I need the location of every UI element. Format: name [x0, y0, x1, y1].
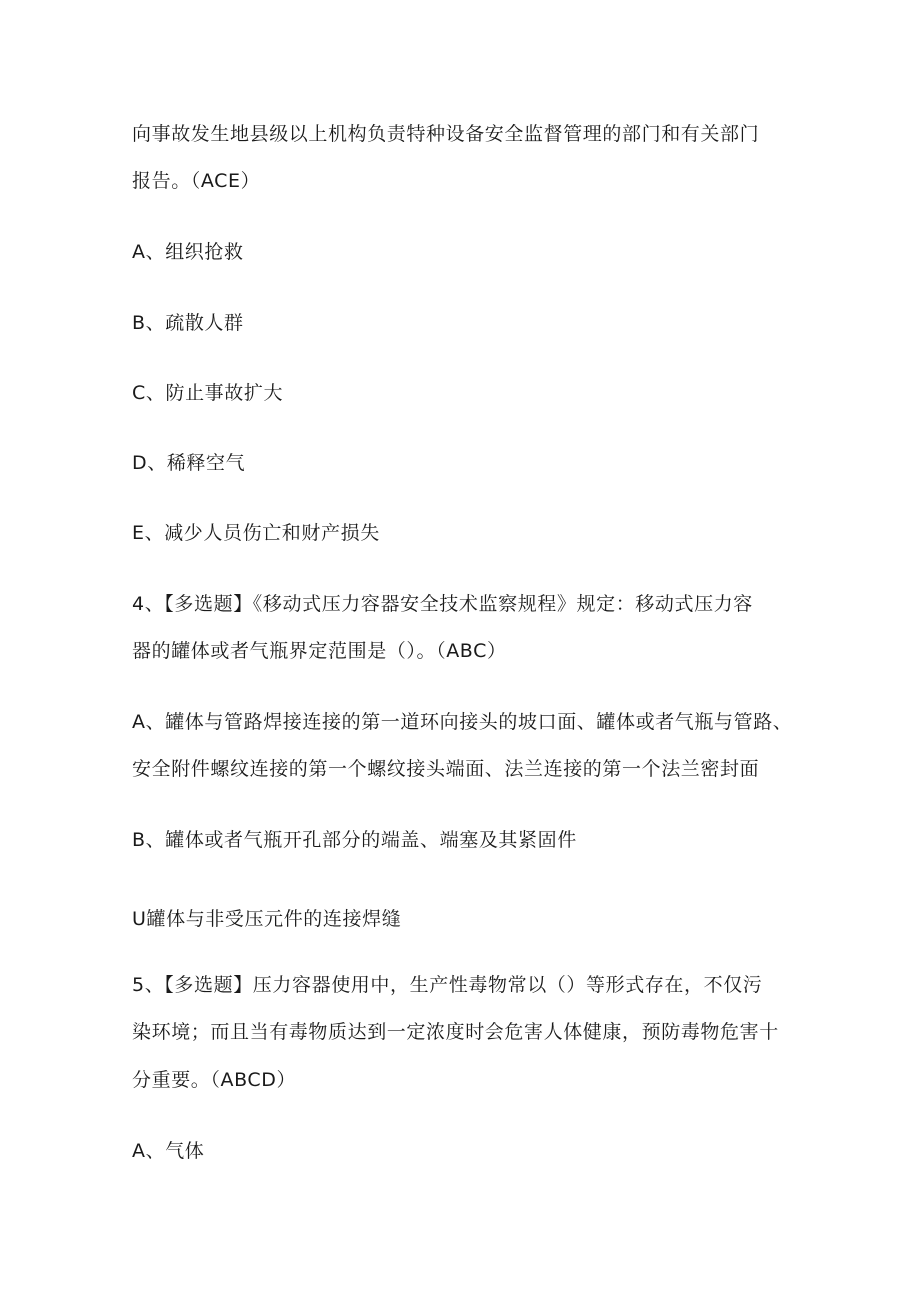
question-3-stem-line-1: 向事故发生地县级以上机构负责特种设备安全监督管理的部门和有关部门 — [132, 123, 760, 145]
question-3-option-a: A、组织抢救 — [132, 241, 244, 263]
question-3-option-d: D、稀释空气 — [132, 452, 246, 474]
question-3-option-c: C、防止事故扩大 — [132, 382, 284, 404]
question-4-option-c: U罐体与非受压元件的连接焊缝 — [132, 908, 402, 930]
question-4-option-a-line-1: A、罐体与管路焊接连接的第一道环向接头的坡口面、罐体或者气瓶与管路、 — [132, 711, 793, 733]
question-4-stem-line-2: 器的罐体或者气瓶界定范围是（）。（ABC） — [132, 640, 507, 662]
question-3-option-e: E、减少人员伤亡和财产损失 — [132, 522, 380, 544]
question-5-stem-line-1: 5、【多选题】压力容器使用中，生产性毒物常以（）等形式存在，不仅污 — [132, 974, 763, 996]
question-3-option-b: B、疏散人群 — [132, 312, 244, 334]
question-3-stem-line-2: 报告。（ACE） — [132, 170, 261, 192]
question-5-stem-line-2: 染环境；而且当有毒物质达到一定浓度时会危害人体健康，预防毒物危害十 — [132, 1021, 779, 1043]
question-5-stem-line-3: 分重要。（ABCD） — [132, 1069, 297, 1091]
question-5-option-a: A、气体 — [132, 1140, 205, 1162]
question-4-option-a-line-2: 安全附件螺纹连接的第一个螺纹接头端面、法兰连接的第一个法兰密封面 — [132, 758, 760, 780]
question-4-option-b: B、罐体或者气瓶开孔部分的端盖、端塞及其紧固件 — [132, 829, 577, 851]
question-4-stem-line-1: 4、【多选题】《移动式压力容器安全技术监察规程》规定：移动式压力容 — [132, 593, 753, 615]
